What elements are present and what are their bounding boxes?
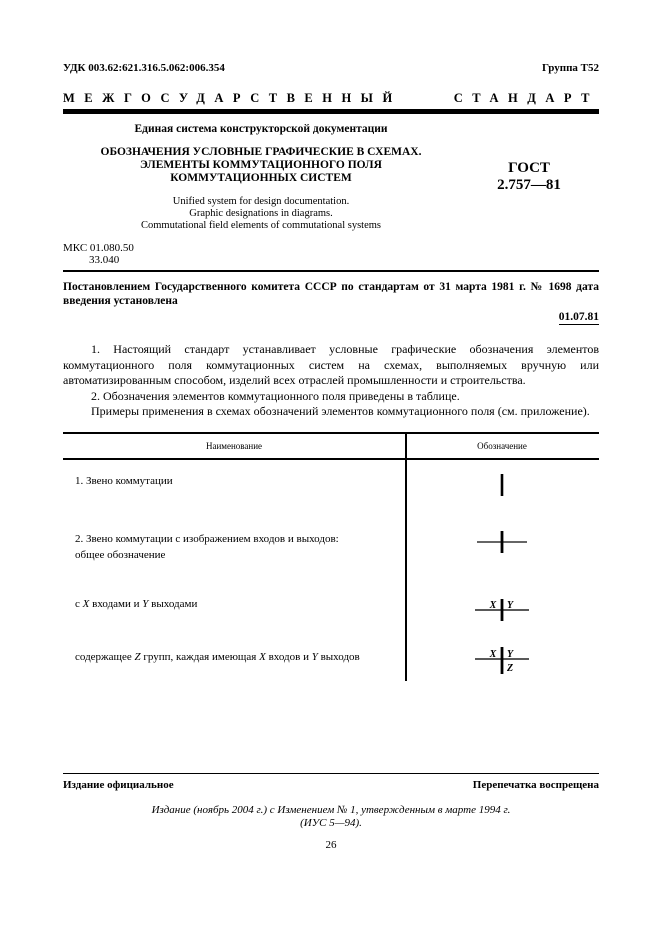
eskd-subtitle: Единая система конструкторской документации <box>134 123 388 135</box>
edition-note: Издание (ноябрь 2004 г.) с Изменением № 1, утвержденным в марте 1994 г. (ИУС 5—94). <box>151 804 511 829</box>
group-code: Группа Т52 <box>541 62 599 74</box>
title-line-3: КОММУТАЦИОННЫХ СИСТЕМ <box>170 172 352 184</box>
gost-label: ГОСТ <box>508 160 550 176</box>
title-line-2: ЭЛЕМЕНТЫ КОММУТАЦИОННОГО ПОЛЯ <box>140 159 382 171</box>
switching-link-xy-symbol <box>475 583 529 636</box>
gost-number-block <box>459 160 599 232</box>
table-row <box>63 636 599 681</box>
mks-codes <box>63 242 599 266</box>
paragraph-3: Примеры применения в схемах обозначений элементов коммутационного поля (см. приложение). <box>91 404 590 418</box>
page-number: 26 <box>325 839 337 851</box>
title-line-1: ОБОЗНАЧЕНИЯ УСЛОВНЫЕ ГРАФИЧЕСКИЕ В СХЕМАХ. <box>100 146 422 158</box>
footer-row <box>63 779 599 791</box>
document-title <box>63 146 459 185</box>
official-edition-label: Издание официальное <box>63 779 174 791</box>
row4-name: содержащее Z групп, каждая имеющая X входов и Y выходов <box>75 650 360 663</box>
decree-paragraph: Постановлением Государственного комитета СССР по стандартам от 31 марта 1981 г. № 1698 дата введения установлена <box>63 281 599 307</box>
table-header-row <box>63 434 599 460</box>
english-line-3: Commutational field elements of commutational systems <box>141 220 381 231</box>
switching-link-xyz-symbol <box>475 636 529 681</box>
designation-table <box>63 432 599 681</box>
column-header-designation: Обозначение <box>477 440 527 451</box>
column-header-name: Наименование <box>205 440 263 451</box>
mks-line-2: 33.040 <box>89 254 120 266</box>
table-row <box>63 460 599 518</box>
header-meta-row <box>63 62 599 74</box>
english-title <box>63 196 459 232</box>
section-rule <box>63 270 599 272</box>
udk-code: УДК 003.62:621.316.5.062:006.354 <box>63 62 225 74</box>
standard-type-word1: МЕЖГОСУДАРСТВЕННЫЙ <box>63 91 402 105</box>
header-divider-bar <box>63 109 599 114</box>
gost-number: 2.757—81 <box>497 177 561 193</box>
paragraph-1: 1. Настоящий стандарт устанавливает условные графические обозначения элементов коммутационного поля коммутационных систем на схемах, выполняемых вручную или автоматизированным способом, изделий всех отраслей промышленности и строительства. <box>63 342 599 387</box>
switching-link-general-symbol <box>475 518 529 583</box>
reprint-prohibited-label: Перепечатка воспрещена <box>472 779 599 791</box>
mks-line-1: МКС 01.080.50 <box>63 242 134 254</box>
symbol-label-x: X <box>489 648 497 660</box>
table-column-divider <box>405 434 407 681</box>
table-row <box>63 583 599 636</box>
title-section <box>63 123 599 232</box>
english-line-1: Unified system for design documentation. <box>172 196 350 207</box>
row1-name: 1. Звено коммутации <box>75 474 173 487</box>
switching-link-symbol <box>478 460 526 518</box>
paragraph-2: 2. Обозначения элементов коммутационного поля приведены в таблице. <box>91 388 460 403</box>
body-text <box>63 342 599 420</box>
effective-date: 01.07.81 <box>558 311 599 323</box>
symbol-label-y: Y <box>506 599 514 611</box>
row3-name: с X входами и Y выходами <box>75 597 198 610</box>
english-line-2: Graphic designations in diagrams. <box>189 208 333 219</box>
table-row <box>63 518 599 583</box>
standard-type-word2: СТАНДАРТ <box>453 91 599 105</box>
symbol-label-x: X <box>489 599 497 611</box>
symbol-label-z: Z <box>506 662 514 674</box>
footer-rule <box>63 773 599 775</box>
standard-type-title <box>63 91 599 106</box>
row2-name: 2. Звено коммутации с изображением входов и выходов: общее обозначение <box>75 532 339 561</box>
symbol-label-y: Y <box>506 648 514 660</box>
